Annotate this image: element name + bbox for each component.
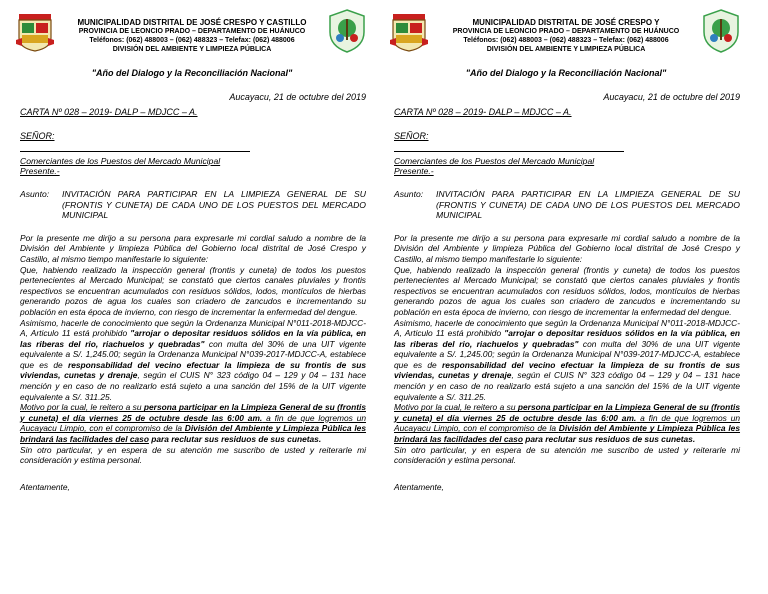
subject-label: Asunto: [20,188,50,199]
text-bold-underline: persona participar en la Limpieza General de su (frontis y cuneta) el día viernes 25 de octubre desde las 6:00 am. [20,402,366,423]
text-bold: para reclutar sus residuos de sus cunetas. [148,434,322,445]
letterhead [386,8,746,64]
text-segment: con multa del 30% de una UIT vigente equivalente a S/. 1,245.00; según la Ordenanza Municipal N°039-2017-MDJCC-A, establece que es de [394,338,740,370]
motto: "Año del Dialogo y la Reconciliación Nacional" [465,68,667,78]
text-bold: "arrojar o depositar residuos sólidos en la vía pública, en las riberas del rio, riachuelos y quebradas" [20,328,366,349]
paragraph-invitation [394,402,740,444]
paragraph-intro: Por la presente me dirijo a su persona para expresarle mi cordial saludo a nombre de la División del Ambiente y limpieza Pública del Gobierno local distrital de José Crespo y Castillo, al mismo tiempo manifestarle lo siguiente: [20,232,366,264]
salutation: SEÑOR: [20,131,55,142]
subject-text: INVITACIÓN PARA PARTICIPAR EN LA LIMPIEZA GENERAL DE SU (FRONTIS Y CUNETA) DE CADA UNO DE LOS PUESTOS DEL MERCADO MUNICIPAL [436,188,740,221]
letterhead-text [62,18,322,54]
text-bold: responsabilidad del vecino efectuar la limpieza de su frontis de sus viviendas, cunetas y drenaje [20,359,366,381]
province-line: PROVINCIA DE LEONCIO PRADO – DEPARTAMENTO DE HUÁNUCO [78,28,306,35]
text-segment: Asimismo, hacerle de conocimiento que según la Ordenanza Municipal N°011-2018-MDJCC-A, Articulo 11 está prohibido [20,317,366,339]
subject-block [394,189,740,221]
text-bold-underline: División del Ambiente y Limpieza Pública les brindará las facilidades del caso [20,423,367,445]
text-underline: Motivo por la cual, le reitero a su [394,402,518,413]
text-segment: , según el CUIS N° 323 código 04 – 129 y 04 – 131 hace mención y en caso de no realizarlo está sujeto a una sanción del 15% de la UIT vigente equivalente a S/. 311.25. [20,370,366,402]
subject-text: INVITACIÓN PARA PARTICIPAR EN LA LIMPIEZA GENERAL DE SU (FRONTIS Y CUNETA) DE CADA UNO DE LOS PUESTOS DEL MERCADO MUNICIPAL [62,188,366,221]
paragraph-ordinance [20,318,366,403]
letter-reference: CARTA Nº 028 – 2019- DALP – MDJCC – A. [20,106,198,117]
letterhead-text [436,18,696,54]
text-bold-underline: persona participar en la Limpieza General de su (frontis y cuneta) el día viernes 25 de octubre desde las 6:00 am. [394,402,740,423]
text-segment: , según el CUIS N° 323 código 04 – 129 y 04 – 131 hace mención y en caso de no realizarlo está sujeto a una sanción del 15% de la UIT vigente equivalente a S/. 311.25. [394,370,740,402]
paragraph-inspection: Que, habiendo realizado la inspección general (frontis y cuneta) de todos los puestos pertenecientes al Mercado Municipal; se constató que ciertos canales pluviales y frontis respectivos se encuentran acumulados con residuos sólidos, lodos, montículos de hierbas generando pozos de agua los cuales son criadero de zancudos e incrementando su población en esta época de invierno, con riesgo de incrementar la enfermedad del dengue. [20,264,366,317]
municipal-shield-icon [16,12,54,52]
signature-line [394,146,624,152]
letter-date: Aucayacu, 21 de octubre del 2019 [229,92,366,102]
subject-label: Asunto: [394,188,424,199]
recipient: Comerciantes de los Puestos del Mercado Municipal [20,155,221,166]
text-bold: para reclutar sus residuos de sus cunetas. [522,434,696,445]
text-segment: Asimismo, hacerle de conocimiento que según la Ordenanza Municipal N°011-2018-MDJCC-A, Articulo 11 está prohibido [394,317,740,339]
text-underline: a fin de que logremos un Aucayacu Limpio, con el compromiso de la [20,412,367,434]
division-line: DIVISIÓN DEL AMBIENTE Y LIMPIEZA PÚBLICA [112,46,272,53]
paragraph-inspection: Que, habiendo realizado la inspección general (frontis y cuneta) de todos los puestos pertenecientes al Mercado Municipal; se constató que ciertos canales pluviales y frontis respectivos se encuentran acumulados con residuos sólidos, lodos, montículos de hierbas generando pozos de agua los cuales son criadero de zancudos e incrementando su población en esta época de invierno, con riesgo de incrementar la enfermedad del dengue. [394,264,740,317]
province-line: PROVINCIA DE LEONCIO PRADO – DEPARTAMENTO DE HUÁNUCO [452,28,680,35]
letter-left [12,0,372,594]
phone-line: Teléfonos: (062) 488003 – (062) 488323 – Telefax: (062) 488006 [463,37,669,44]
municipal-shield-icon [390,12,428,52]
institution-name: MUNICIPALIDAD DISTRITAL DE JOSÉ CRESPO Y CASTILLO [77,18,307,27]
letter-reference: CARTA Nº 028 – 2019- DALP – MDJCC – A. [394,106,572,117]
letter-date: Aucayacu, 21 de octubre del 2019 [603,92,740,102]
paragraph-invitation [20,402,366,444]
motto: "Año del Dialogo y la Reconciliación Nacional" [91,68,293,78]
text-bold: "arrojar o depositar residuos sólidos en la vía pública, en las riberas del rio, riachuelos y quebradas" [394,328,740,349]
presente: Presente.- [394,166,434,177]
institution-name: MUNICIPALIDAD DISTRITAL DE JOSÉ CRESPO Y [472,18,660,27]
paragraph-intro: Por la presente me dirijo a su persona para expresarle mi cordial saludo a nombre de la División del Ambiente y limpieza Pública del Gobierno local distrital de José Crespo y Castillo, al mismo tiempo manifestarle lo siguiente: [394,232,740,264]
text-bold: responsabilidad del vecino efectuar la limpieza de su frontis de sus viviendas, cunetas y drenaje [394,359,740,381]
letter-body [20,92,366,492]
paragraph-closing: Sin otro particular, y en espera de su atención me suscribo de usted y reiterarle mi consideración y estima personal. [20,444,366,466]
closing: Atentamente, [20,481,70,492]
division-line: DIVISIÓN DEL AMBIENTE Y LIMPIEZA PÚBLICA [486,46,646,53]
recipient: Comerciantes de los Puestos del Mercado Municipal [394,155,595,166]
paragraph-ordinance [394,318,740,403]
text-segment: con multa del 30% de una UIT vigente equivalente a S/. 1,245.00; según la Ordenanza Municipal N°039-2017-MDJCC-A, establece que es de [20,338,366,370]
environment-seal-icon [326,8,368,54]
text-underline: a fin de que logremos un Aucayacu Limpio, con el compromiso de la [394,412,741,434]
closing: Atentamente, [394,481,444,492]
salutation: SEÑOR: [394,131,429,142]
letter-body [394,92,740,492]
letter-right [386,0,746,594]
environment-seal-icon [700,8,742,54]
presente: Presente.- [20,166,60,177]
letterhead [12,8,372,64]
subject-block [20,189,366,221]
text-bold-underline: División del Ambiente y Limpieza Pública les brindará las facilidades del caso [394,423,741,445]
phone-line: Teléfonos: (062) 488003 – (062) 488323 – Telefax: (062) 488006 [89,37,295,44]
text-underline: Motivo por la cual, le reitero a su [20,402,144,413]
signature-line [20,146,250,152]
paragraph-closing: Sin otro particular, y en espera de su atención me suscribo de usted y reiterarle mi consideración y estima personal. [394,444,740,466]
